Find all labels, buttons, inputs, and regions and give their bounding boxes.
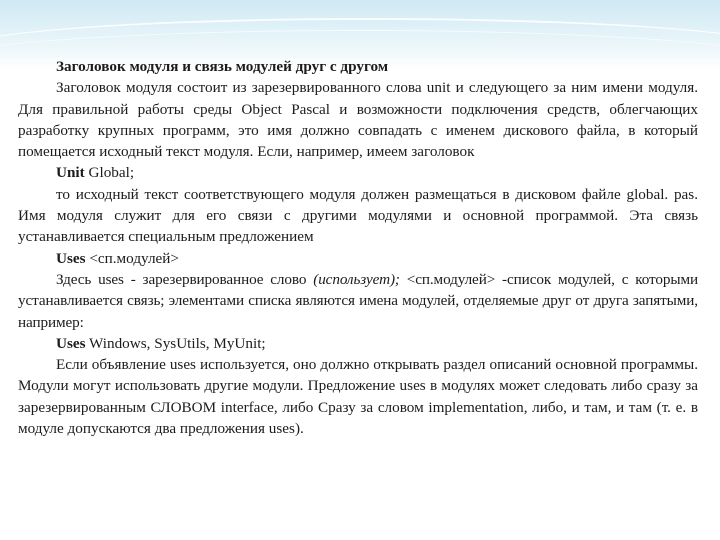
example-2-text: <сп.модулей> [85,249,179,267]
keyword-uses: Uses [56,334,86,352]
heading-line [18,56,698,77]
document-body [18,56,698,439]
example-3-text: Windows, SysUtils, MyUnit; [85,334,266,352]
paragraph-2: то исходный текст соответствующего модуля должен размещаться в дисковом файле global. pas. Имя модуля служит для его связи с другими модулями и основной программой. Эта связь устанавливается специальным предложением [18,185,698,246]
keyword-uses: Uses [56,249,86,267]
code-example-3 [18,333,698,354]
section-heading: Заголовок модуля и связь модулей друг с другом [56,58,389,75]
paragraph-3 [18,269,698,333]
paragraph-1: Заголовок модуля состоит из зарезервированного слова unit и следующего за ним имени модуля. Для правильной работы среды Object Pascal и возможности подключения средств, облегчающих разработку крупных программ, это имя должно совпадать с именем дискового файла, в который помещается исходный текст модуля. Если, например, имеем заголовок [18,79,698,161]
paragraph-3-start: Здесь uses - зарезервированное слово [56,270,314,288]
paragraph-3-end: <сп.модулей> -список модулей, с которыми устанавливается связь; элементами списка являются имена модулей, отделяемые друг от друга запятыми, например: [18,270,698,331]
keyword-unit: Unit [56,164,85,182]
code-example-1 [18,162,698,183]
paragraph-3-italic: (использует); [313,270,400,288]
example-1-text: Global; [84,164,135,182]
paragraph-4: Если объявление uses используется, оно должно открывать раздел описаний основной программы. Модули могут использовать другие модули. Предложение uses в модулях может следовать либо сразу за зарезервированным СЛОВОМ interface, либо Сразу за словом implementation, либо, и там, и там (т. е. в модуле допускаются два предложения uses). [18,356,698,438]
code-example-2 [18,248,698,269]
